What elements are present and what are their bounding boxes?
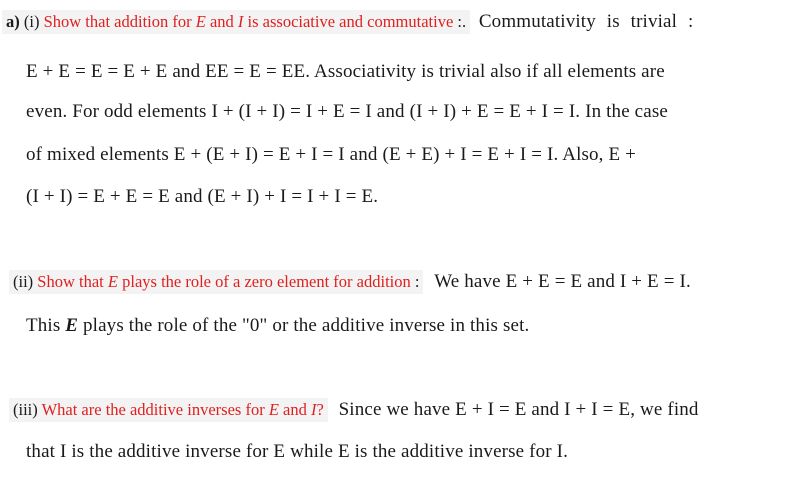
part-iii-question-text: What are the additive inverses for E and I? xyxy=(41,400,324,419)
part-iii-question xyxy=(9,398,328,422)
part-ii-question-text: Show that E plays the role of a zero element for addition xyxy=(37,272,411,291)
part-a-heading-row xyxy=(2,10,693,34)
part-a-question: a) (i) Show that addition for E and I is associative and commutative :. xyxy=(2,10,470,34)
part-ii-question: (ii) Show that E plays the role of a zero element for addition : xyxy=(9,270,423,294)
part-a-label: a) (i) xyxy=(6,12,40,31)
part-iii-heading-row xyxy=(9,398,699,422)
part-ii-answer-line-1: We have E + E = E and I + E = I. xyxy=(434,271,691,292)
part-iii-answer-line-2: that I is the additive inverse for E while E is the additive inverse for I. xyxy=(26,441,569,462)
part-iii-label: (iii) xyxy=(13,400,38,419)
part-a-answer-line-3: even. For odd elements I + (I + I) = I + E = I and (I + I) + E = E + I = I. In the case xyxy=(26,101,668,122)
part-a-answer-line-4: of mixed elements E + (E + I) = E + I = I and (E + E) + I = E + I = I. Also, E + xyxy=(26,144,637,165)
part-a-answer-line-2: E + E = E = E + E and EE = E = EE. Associativity is trivial also if all elements are xyxy=(26,61,665,82)
part-ii-label: (ii) xyxy=(13,272,34,291)
part-iii-answer-line-1: Since we have E + I = E and I + I = E, we find xyxy=(338,399,699,420)
part-a-question-text: Show that addition for E and I is associative and commutative xyxy=(43,12,454,31)
part-ii-heading-row xyxy=(9,270,691,294)
part-a-answer-line-5: (I + I) = E + E = E and (E + I) + I = I + I = E. xyxy=(26,186,379,207)
part-a-answer-line-1: Commutativity is trivial : xyxy=(478,11,694,32)
part-ii-answer-line-2: This E plays the role of the "0" or the additive inverse in this set. xyxy=(26,315,530,336)
